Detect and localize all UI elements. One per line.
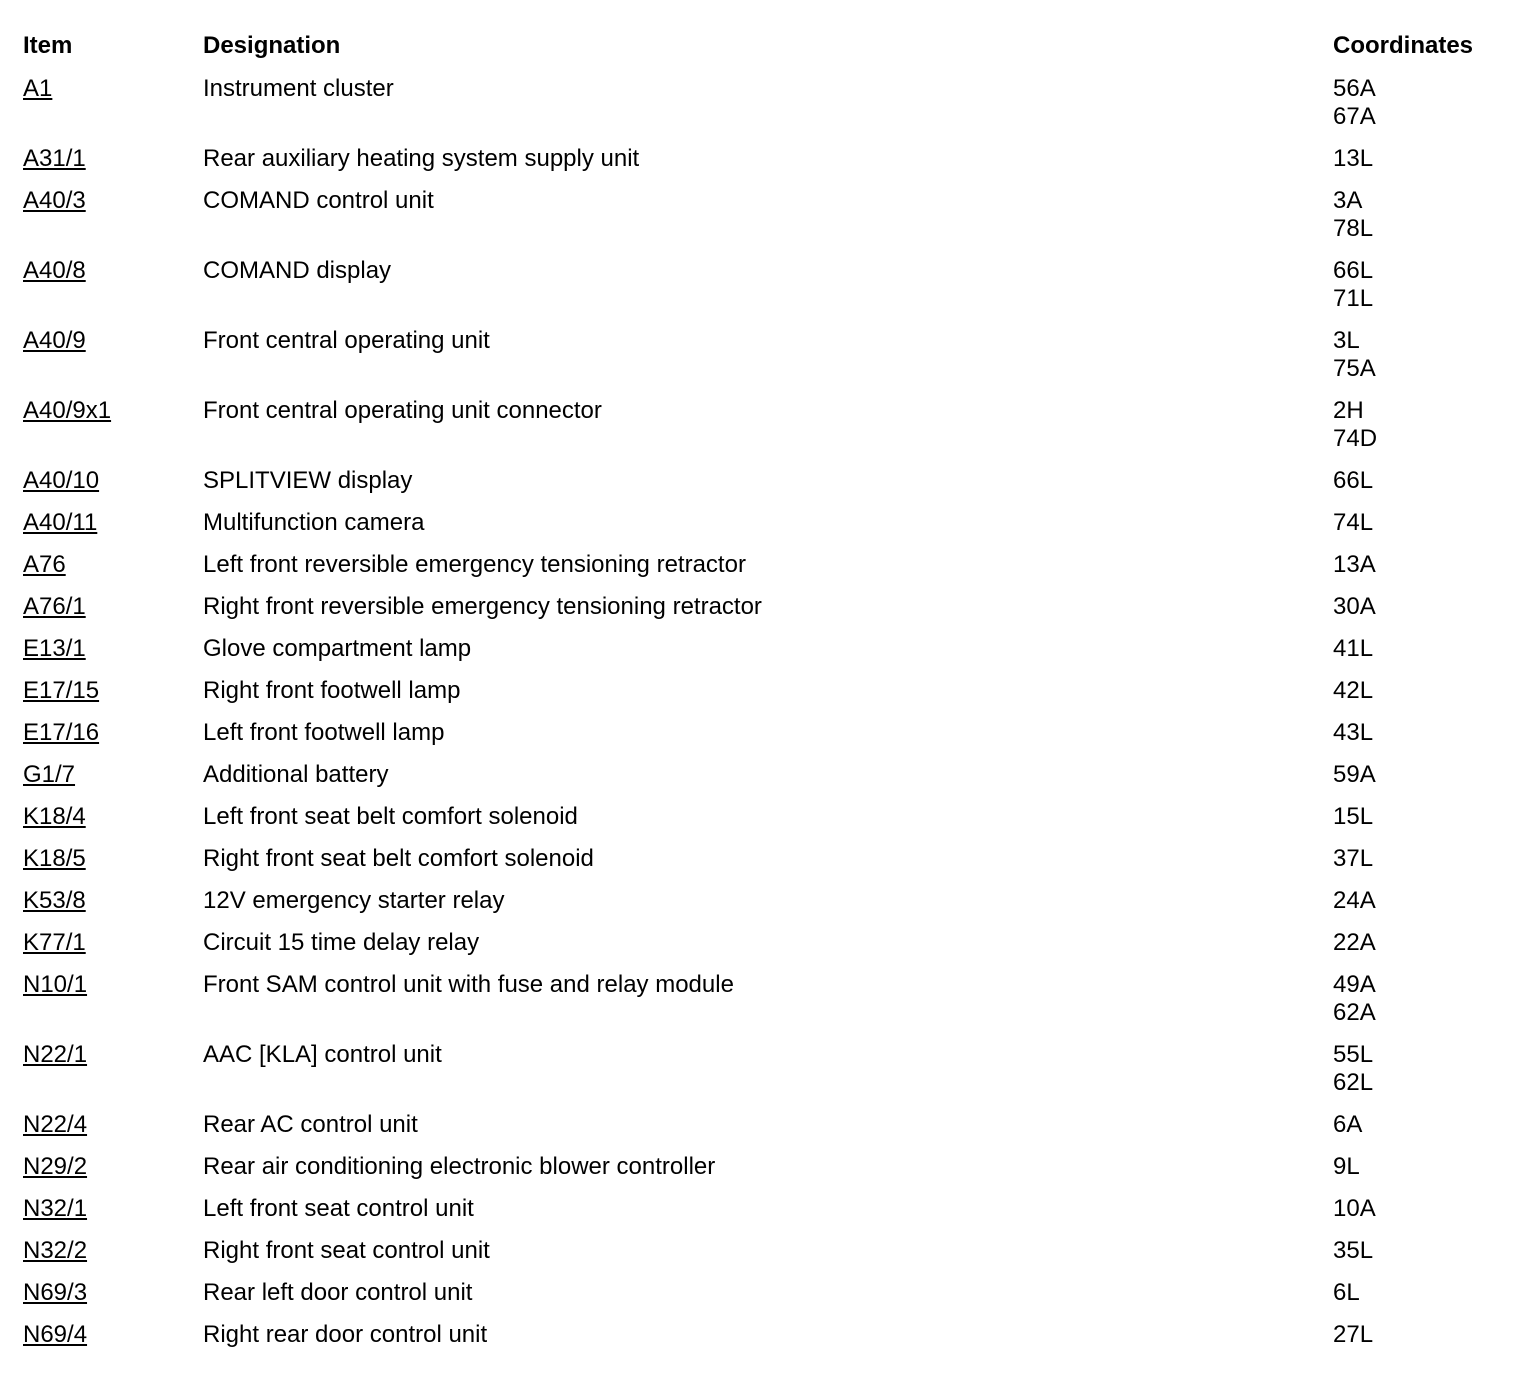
coordinate-value: 9L xyxy=(1333,1153,1360,1180)
item-code-link[interactable]: N69/4 xyxy=(23,1321,88,1348)
table-row xyxy=(23,320,1503,390)
coordinates-cell xyxy=(1333,1041,1503,1097)
coordinate-value: 41L xyxy=(1333,635,1374,662)
coordinates-cell xyxy=(1333,803,1503,831)
coordinate-value: 30A xyxy=(1333,593,1376,620)
designation-cell: Additional battery xyxy=(203,761,389,788)
coordinates-cell xyxy=(1333,1321,1503,1349)
coordinate-value: 59A xyxy=(1333,761,1376,788)
table-row xyxy=(23,586,1503,628)
coordinate-value: 13A xyxy=(1333,551,1376,578)
coordinate-value: 15L xyxy=(1333,803,1374,830)
table-row xyxy=(23,68,1503,138)
item-cell xyxy=(23,467,203,495)
item-cell xyxy=(23,761,203,789)
coordinates-cell xyxy=(1333,761,1503,789)
coordinate-value: 3L xyxy=(1333,327,1360,354)
item-code-link[interactable]: A40/3 xyxy=(23,187,86,214)
item-code-link[interactable]: A40/8 xyxy=(23,257,86,284)
item-cell xyxy=(23,1111,203,1139)
item-code-link[interactable]: E17/15 xyxy=(23,677,100,704)
item-code-link[interactable]: A40/9x1 xyxy=(23,397,112,424)
designation-cell: AAC [KLA] control unit xyxy=(203,1041,442,1068)
item-cell xyxy=(23,327,203,355)
item-code-link[interactable]: N10/1 xyxy=(23,971,88,998)
item-cell xyxy=(23,1195,203,1223)
coordinates-column-header: Coordinates xyxy=(1333,32,1474,59)
item-column-header: Item xyxy=(23,32,73,59)
item-code-link[interactable]: N32/1 xyxy=(23,1195,88,1222)
item-code-link[interactable]: A1 xyxy=(23,75,53,102)
designation-cell: Instrument cluster xyxy=(203,75,394,102)
coordinates-cell xyxy=(1333,593,1503,621)
coordinate-value: 2H xyxy=(1333,397,1364,424)
table-row xyxy=(23,922,1503,964)
item-cell xyxy=(23,719,203,747)
coordinates-cell xyxy=(1333,327,1503,383)
designation-cell: Left front seat control unit xyxy=(203,1195,474,1222)
item-code-link[interactable]: K18/4 xyxy=(23,803,86,830)
table-body xyxy=(23,68,1503,1356)
coordinate-value: 42L xyxy=(1333,677,1374,704)
coordinate-value: 3A xyxy=(1333,187,1363,214)
designation-cell: Right front seat control unit xyxy=(203,1237,490,1264)
table-row xyxy=(23,1272,1503,1314)
coordinates-cell xyxy=(1333,257,1503,313)
table-header-row xyxy=(23,28,1503,68)
coordinates-cell xyxy=(1333,551,1503,579)
coordinate-value: 71L xyxy=(1333,285,1374,312)
coordinate-value: 27L xyxy=(1333,1321,1374,1348)
designation-cell: Front SAM control unit with fuse and relay module xyxy=(203,971,734,998)
designation-cell: Rear AC control unit xyxy=(203,1111,418,1138)
designation-cell: Rear air conditioning electronic blower controller xyxy=(203,1153,716,1180)
item-cell xyxy=(23,635,203,663)
designation-cell: Right front reversible emergency tensioning retractor xyxy=(203,593,762,620)
designation-cell: SPLITVIEW display xyxy=(203,467,413,494)
designation-cell: Rear auxiliary heating system supply unit xyxy=(203,145,640,172)
item-code-link[interactable]: K53/8 xyxy=(23,887,86,914)
item-code-link[interactable]: A40/9 xyxy=(23,327,86,354)
coordinate-value: 10A xyxy=(1333,1195,1376,1222)
coordinates-cell xyxy=(1333,635,1503,663)
item-code-link[interactable]: K77/1 xyxy=(23,929,86,956)
item-code-link[interactable]: A40/11 xyxy=(23,509,98,536)
coordinate-value: 67A xyxy=(1333,103,1376,130)
designation-cell: Right front footwell lamp xyxy=(203,677,461,704)
table-row xyxy=(23,1230,1503,1272)
coordinate-value: 24A xyxy=(1333,887,1376,914)
item-code-link[interactable]: A76 xyxy=(23,551,66,578)
coordinates-cell xyxy=(1333,1153,1503,1181)
coordinate-value: 55L xyxy=(1333,1041,1374,1068)
coordinate-value: 66L xyxy=(1333,257,1374,284)
table-row xyxy=(23,754,1503,796)
coordinates-cell xyxy=(1333,929,1503,957)
item-code-link[interactable]: E13/1 xyxy=(23,635,86,662)
designation-cell: Front central operating unit xyxy=(203,327,490,354)
table-row xyxy=(23,796,1503,838)
coordinate-value: 43L xyxy=(1333,719,1374,746)
item-cell xyxy=(23,803,203,831)
coordinates-cell xyxy=(1333,1195,1503,1223)
coordinates-cell xyxy=(1333,397,1503,453)
designation-cell: Left front reversible emergency tensioning retractor xyxy=(203,551,746,578)
item-code-link[interactable]: A31/1 xyxy=(23,145,86,172)
coordinates-cell xyxy=(1333,509,1503,537)
designation-cell: 12V emergency starter relay xyxy=(203,887,505,914)
item-code-link[interactable]: N29/2 xyxy=(23,1153,88,1180)
coordinates-cell xyxy=(1333,887,1503,915)
item-cell xyxy=(23,551,203,579)
table-row xyxy=(23,670,1503,712)
table-row xyxy=(23,712,1503,754)
coordinates-cell xyxy=(1333,187,1503,243)
table-row xyxy=(23,1034,1503,1104)
coordinate-value: 6A xyxy=(1333,1111,1363,1138)
coordinate-value: 35L xyxy=(1333,1237,1374,1264)
coordinate-value: 49A xyxy=(1333,971,1376,998)
coordinates-cell xyxy=(1333,75,1503,131)
coordinate-value: 75A xyxy=(1333,355,1376,382)
item-cell xyxy=(23,1041,203,1069)
designation-cell: Circuit 15 time delay relay xyxy=(203,929,480,956)
coordinate-value: 74L xyxy=(1333,509,1374,536)
table-row xyxy=(23,1188,1503,1230)
coordinates-cell xyxy=(1333,1237,1503,1265)
item-cell xyxy=(23,75,203,103)
designation-column-header: Designation xyxy=(203,32,341,59)
table-row xyxy=(23,544,1503,586)
item-code-link[interactable]: N22/1 xyxy=(23,1041,88,1068)
table-row xyxy=(23,390,1503,460)
designation-cell: Multifunction camera xyxy=(203,509,425,536)
coordinates-cell xyxy=(1333,145,1503,173)
coordinate-value: 6L xyxy=(1333,1279,1360,1306)
table-row xyxy=(23,180,1503,250)
designation-cell: Front central operating unit connector xyxy=(203,397,602,424)
coordinates-cell xyxy=(1333,719,1503,747)
item-cell xyxy=(23,1321,203,1349)
table-row xyxy=(23,628,1503,670)
designation-cell: Left front footwell lamp xyxy=(203,719,445,746)
coordinate-value: 56A xyxy=(1333,75,1376,102)
table-row xyxy=(23,880,1503,922)
item-cell xyxy=(23,257,203,285)
table-row xyxy=(23,964,1503,1034)
item-cell xyxy=(23,971,203,999)
coordinate-value: 37L xyxy=(1333,845,1374,872)
item-cell xyxy=(23,929,203,957)
item-code-link[interactable]: A76/1 xyxy=(23,593,86,620)
designation-cell: Left front seat belt comfort solenoid xyxy=(203,803,578,830)
designation-cell: Right rear door control unit xyxy=(203,1321,488,1348)
item-cell xyxy=(23,887,203,915)
table-row xyxy=(23,1146,1503,1188)
coordinate-value: 66L xyxy=(1333,467,1374,494)
coordinates-cell xyxy=(1333,1111,1503,1139)
coordinate-value: 13L xyxy=(1333,145,1374,172)
designation-cell: Glove compartment lamp xyxy=(203,635,472,662)
coordinates-cell xyxy=(1333,845,1503,873)
item-code-link[interactable]: E17/16 xyxy=(23,719,100,746)
item-cell xyxy=(23,1153,203,1181)
table-row xyxy=(23,1314,1503,1356)
item-cell xyxy=(23,397,203,425)
table-row xyxy=(23,460,1503,502)
item-code-link[interactable]: G1/7 xyxy=(23,761,76,788)
coordinates-cell xyxy=(1333,467,1503,495)
item-cell xyxy=(23,509,203,537)
table-row xyxy=(23,838,1503,880)
item-cell xyxy=(23,593,203,621)
table-row xyxy=(23,138,1503,180)
item-code-link[interactable]: K18/5 xyxy=(23,845,86,872)
item-cell xyxy=(23,187,203,215)
coordinate-value: 74D xyxy=(1333,425,1378,452)
item-code-link[interactable]: N22/4 xyxy=(23,1111,88,1138)
coordinates-cell xyxy=(1333,1279,1503,1307)
designation-cell: COMAND control unit xyxy=(203,187,434,214)
item-cell xyxy=(23,845,203,873)
table-row xyxy=(23,250,1503,320)
item-cell xyxy=(23,145,203,173)
item-cell xyxy=(23,1237,203,1265)
item-code-link[interactable]: N69/3 xyxy=(23,1279,88,1306)
coordinate-value: 78L xyxy=(1333,215,1374,242)
coordinates-cell xyxy=(1333,971,1503,1027)
item-code-link[interactable]: A40/10 xyxy=(23,467,100,494)
table-row xyxy=(23,502,1503,544)
designation-cell: Rear left door control unit xyxy=(203,1279,473,1306)
item-code-link[interactable]: N32/2 xyxy=(23,1237,88,1264)
coordinate-value: 22A xyxy=(1333,929,1376,956)
coordinate-value: 62A xyxy=(1333,999,1376,1026)
designation-cell: COMAND display xyxy=(203,257,392,284)
coordinate-value: 62L xyxy=(1333,1069,1374,1096)
designation-cell: Right front seat belt comfort solenoid xyxy=(203,845,594,872)
component-legend-table xyxy=(23,28,1503,1356)
table-row xyxy=(23,1104,1503,1146)
item-cell xyxy=(23,677,203,705)
coordinates-cell xyxy=(1333,677,1503,705)
item-cell xyxy=(23,1279,203,1307)
